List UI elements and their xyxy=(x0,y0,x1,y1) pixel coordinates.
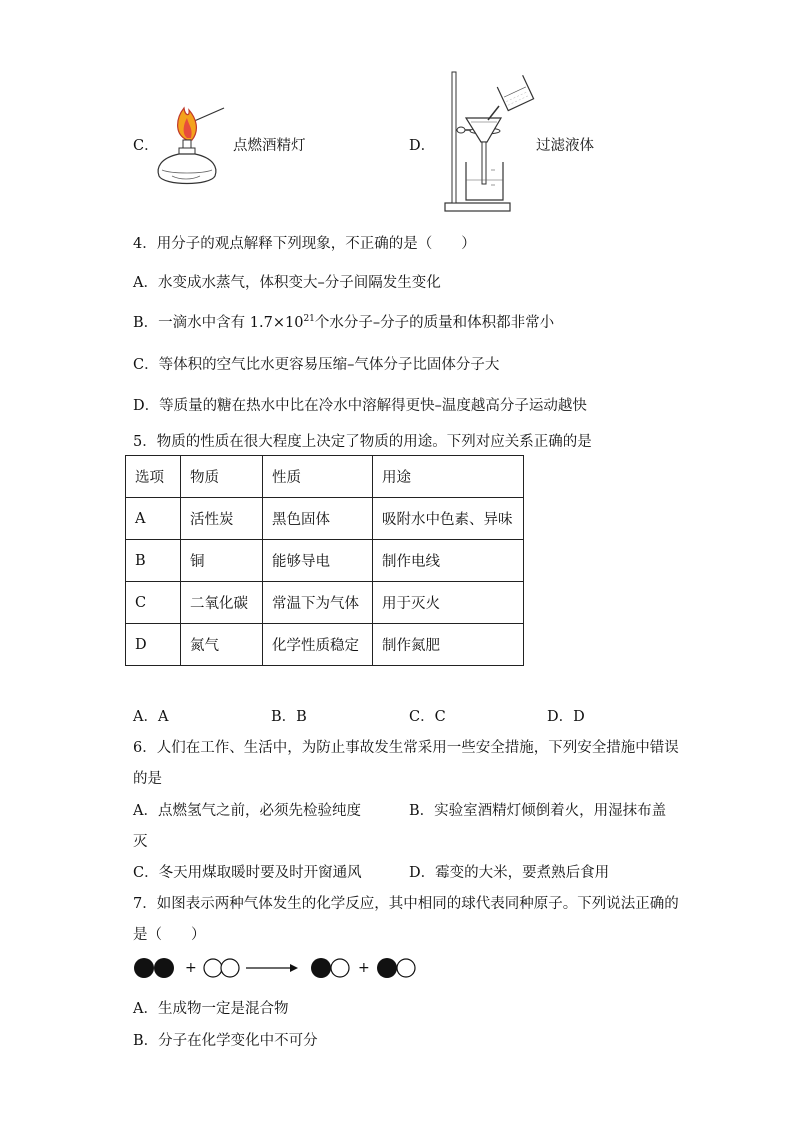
q5-option-b: B．B xyxy=(271,709,307,725)
q5-stem: 5．物质的性质在很大程度上决定了物质的用途。下列对应关系正确的是 xyxy=(133,434,592,450)
table-header-cell: 选项 xyxy=(126,456,181,498)
arrow-head xyxy=(290,964,298,972)
table-cell: 二氧化碳 xyxy=(181,582,263,624)
table-cell: 制作氮肥 xyxy=(373,624,524,666)
table-cell: 常温下为气体 xyxy=(263,582,373,624)
q6-stem-line2: 的是 xyxy=(133,771,162,787)
table-cell: 黑色固体 xyxy=(263,498,373,540)
q6-option-a: A．点燃氢气之前，必须先检验纯度 xyxy=(133,803,361,819)
table-header-cell: 性质 xyxy=(263,456,373,498)
q4-option-d: D．等质量的糖在热水中比在冷水中溶解得更快–温度越高分子运动越快 xyxy=(133,398,587,414)
q6-stem-line1: 6．人们在工作、生活中，为防止事故发生常采用一些安全措施，下列安全措施中错误 xyxy=(133,740,679,756)
q6-option-b: B．实验室酒精灯倾倒着火，用湿抹布盖 xyxy=(409,803,667,819)
white-atom xyxy=(397,959,415,977)
q4-stem: 4．用分子的观点解释下列现象，不正确的是（ ） xyxy=(133,236,476,252)
table-header-row xyxy=(126,456,524,498)
q7-stem-line1: 7．如图表示两种气体发生的化学反应，其中相同的球代表同种原子。下列说法正确的 xyxy=(133,896,679,912)
q5-option-c: C．C xyxy=(409,709,446,725)
funnel-stem xyxy=(482,142,486,184)
white-atom xyxy=(204,959,222,977)
alcohol-lamp-illustration xyxy=(152,100,227,190)
table-cell: 化学性质稳定 xyxy=(263,624,373,666)
table-row xyxy=(126,582,524,624)
stand-pole xyxy=(452,72,456,203)
table-cell: C xyxy=(126,582,181,624)
table-cell: 制作电线 xyxy=(373,540,524,582)
reaction-diagram xyxy=(130,953,430,985)
q6-option-d: D．霉变的大米，要煮熟后食用 xyxy=(409,865,610,881)
q6-option-b-wrap: 灭 xyxy=(133,834,148,850)
table-cell: 吸附水中色素、异味 xyxy=(373,498,524,540)
option-d-text: 过滤液体 xyxy=(536,138,594,154)
q6-option-c: C．冬天用煤取暖时要及时开窗通风 xyxy=(133,865,362,881)
properties-table xyxy=(125,455,524,666)
table-cell: B xyxy=(126,540,181,582)
plus-sign: + xyxy=(358,960,370,976)
lamp-neck xyxy=(179,148,195,154)
q4-option-a: A．水变成水蒸气，体积变大–分子间隔发生变化 xyxy=(133,275,441,291)
match-stick xyxy=(192,108,224,122)
filtration-apparatus-illustration xyxy=(443,70,538,215)
table-row xyxy=(126,540,524,582)
q7-stem-line2: 是（ ） xyxy=(133,927,206,943)
table-cell: A xyxy=(126,498,181,540)
table-header-cell: 物质 xyxy=(181,456,263,498)
table-cell: 能够导电 xyxy=(263,540,373,582)
black-atom xyxy=(154,958,174,978)
option-c-letter: C． xyxy=(133,138,159,154)
option-d-letter: D． xyxy=(409,138,436,154)
q7-option-b: B．分子在化学变化中不可分 xyxy=(133,1033,318,1049)
white-atom xyxy=(221,959,239,977)
table-row xyxy=(126,498,524,540)
table-cell: 活性炭 xyxy=(181,498,263,540)
table-cell: 铜 xyxy=(181,540,263,582)
black-atom xyxy=(311,958,331,978)
stand-base xyxy=(445,203,510,211)
q5-option-a: A．A xyxy=(133,709,169,725)
table-header-cell: 用途 xyxy=(373,456,524,498)
table-cell: 用于灭火 xyxy=(373,582,524,624)
q4-option-b: B．一滴水中含有 $1.7\times 10^{21}$个水分子–分子的质量和体积都非常小 xyxy=(133,314,555,331)
q7-option-a: A．生成物一定是混合物 xyxy=(133,1001,289,1017)
pouring-beaker xyxy=(497,75,533,110)
wick-holder xyxy=(183,140,191,148)
plus-sign: + xyxy=(185,960,197,976)
table-cell: D xyxy=(126,624,181,666)
q5-option-d: D．D xyxy=(547,709,585,725)
table-row xyxy=(126,624,524,666)
black-atom xyxy=(134,958,154,978)
table-cell: 氮气 xyxy=(181,624,263,666)
exponent: 21 xyxy=(303,314,315,324)
option-c-text: 点燃酒精灯 xyxy=(233,138,306,154)
q4-option-c: C．等体积的空气比水更容易压缩–气体分子比固体分子大 xyxy=(133,357,500,373)
black-atom xyxy=(377,958,397,978)
white-atom xyxy=(331,959,349,977)
